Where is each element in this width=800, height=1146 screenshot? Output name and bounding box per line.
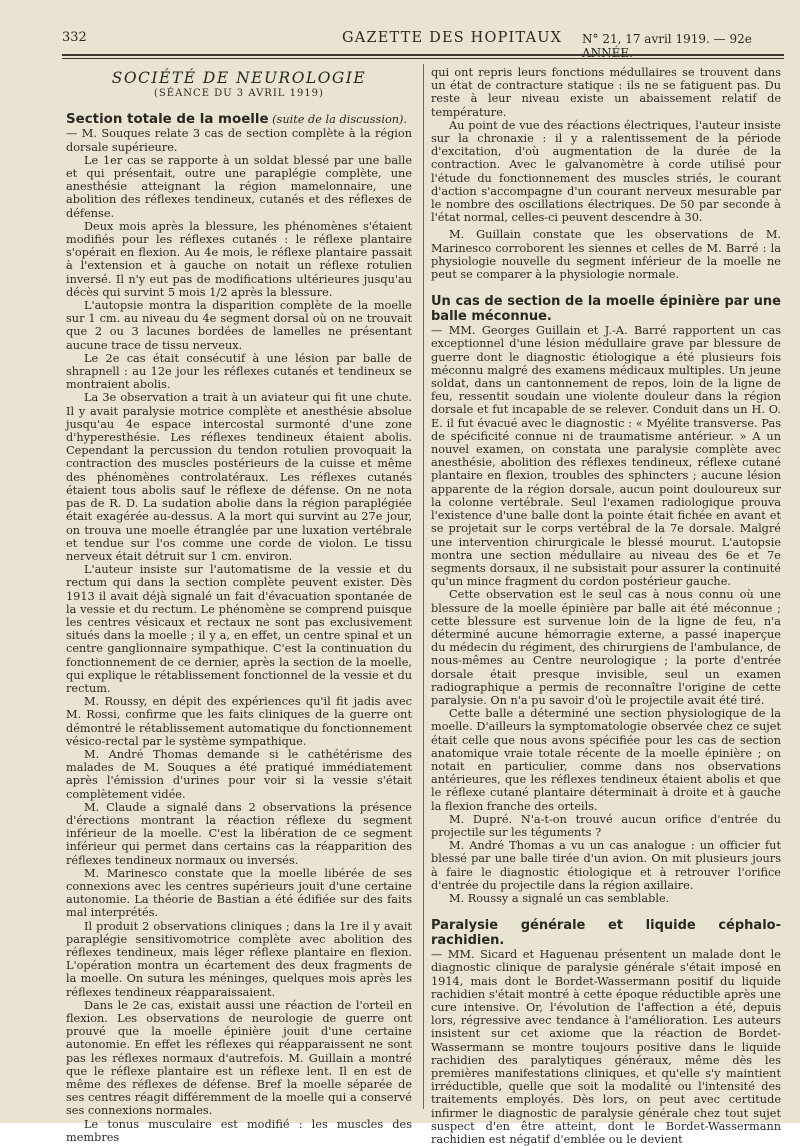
society-title: SOCIÉTÉ DE NEUROLOGIE [111, 69, 367, 87]
paragraph: Le tonus musculaire est modifié : les muscles des membres [66, 1117, 412, 1144]
paragraph: M. André Thomas a vu un cas analogue : un officier fut blessé par une balle tirée d'un avion. On mit plusieurs jours à faire le diagnostic étiologique et à retrouver l'orifice d'entrée du projectile dans la région axillaire. [431, 839, 781, 892]
paragraph: Cette observation est le seul cas à nous connu où une blessure de la moelle épinière par balle ait été méconnue ; cette blessure est survenue loin de la ligne de feu, n'a déterminé aucune hémorragie externe, a passé inaperçue du médecin du régiment, des chirurgiens de l'ambulance, de nous-mêmes au Centre neurologique ; la porte d'entrée dorsale était presque invisible, seul un examen radiographique a permis de reconnaître l'origine de cette paralysie. On n'a pu savoir d'où le projectile avait été tiré. [431, 588, 781, 707]
header-rule-thin [62, 58, 784, 59]
section-title: Paralysie générale et liquide céphalo-rachidien. [431, 918, 781, 948]
paragraph: Le 1er cas se rapporte à un soldat blessé par une balle et qui présentait, outre une paraplégie complète, une anesthésie atteignant la région mamelonnaire, une abolition des réflexes tendineux, cutanés et des réflexes de défense. [66, 153, 412, 220]
page-number: 332 [62, 30, 87, 45]
paragraph: Il produit 2 observations cliniques ; dans la 1re il y avait paraplégie sensitivomotrice complète avec abolition des réflexes tendineux, mais léger réflexe plantaire en flexion. L'opération montra un écartement des deux fragments de la moelle. On sutura les méninges, quelques mois après les réflexes tendineux réapparaissaient. [66, 919, 412, 999]
paragraph: Au point de vue des réactions électriques, l'auteur insiste sur la chronaxie : il y a ralentissement de la période d'excitation, d'où augmentation de la durée de la contraction. Avec le galvanomètre à corde utilisé pour l'étude du fonctionnement des muscles striés, le courant d'action s'accompagne d'un courant nerveux mesurable par le nombre des oscillations électriques. De 50 par seconde à l'état normal, celles-ci peuvent descendre à 30. [431, 118, 781, 225]
section-title: Un cas de section de la moelle épinière par une balle méconnue. [431, 294, 781, 324]
paragraph: L'auteur insiste sur l'automatisme de la vessie et du rectum qui dans la section complète peuvent exister. Dès 1913 il avait déjà signalé un fait d'évacuation spontanée de la vessie et du rectum. Le phénomène se comprend puisque les centres vésicaux et rectaux ne sont pas exclusivement situés dans la moelle ; il y a, en effet, un centre spinal et un centre ganglionnaire sympathique. C'est la continuation du fonctionnement de ce dernier, après la section de la moelle, qui explique le rétablissement fonctionnel de la vessie et du rectum. [66, 563, 412, 695]
paragraph: M. André Thomas demande si le cathétérisme des malades de M. Souques a été pratiqué immédiatement après l'émission d'urines pour voir si la vessie s'était complètement vidée. [66, 747, 412, 801]
paragraph: M. Marinesco constate que la moelle libérée de ses connexions avec les centres supérieurs jouit d'une certaine autonomie. La théorie de Bastian a été édifiée sur des faits mal interprétés. [66, 866, 412, 920]
paragraph: M. Claude a signalé dans 2 observations la présence d'érections montrant la réaction réflexe du segment inférieur de la moelle. C'est la libération de ce segment inférieur qui permet dans certains cas la réapparition des réflexes tendineux normaux ou inversés. [66, 800, 412, 867]
paragraph: M. Roussy, en dépit des expériences qu'il fit jadis avec M. Rossi, confirme que les faits cliniques de la guerre ont démontré le rétablissement automatique du fonctionnement vésico-rectal par le système sympathique. [66, 695, 412, 748]
right-column [431, 66, 781, 1146]
section-heading [66, 112, 412, 127]
section-title: Section totale de la moelle [66, 112, 269, 128]
paragraph: Le 2e cas était consécutif à une lésion par balle de shrapnell : au 12e jour les réflexes cutanés et tendineux se montraient abolis. [66, 351, 412, 392]
paragraph: Dans le 2e cas, existait aussi une réaction de l'orteil en flexion. Les observations de neurologie de guerre ont prouvé que la moelle épinière jouit d'une certaine autonomie. En effet les réflexes qui réapparaissent ne sont pas les réflexes normaux d'autrefois. M. Guillain a montré que le réflexe plantaire est un réflexe lent. Il en est de même des réflexes de défense. Bref la moelle séparée de ses centres réagit différemment de la moelle qui a conservé ses connexions normales. [66, 998, 412, 1118]
paragraph: L'autopsie montra la disparition complète de la moelle sur 1 cm. au niveau du 4e segment dorsal où on ne trouvait que 2 ou 3 lacunes bordées de lamelles ne présentant aucune trace de tissu nerveux. [66, 299, 412, 352]
running-header [62, 28, 784, 60]
paragraph: — MM. Sicard et Haguenau présentent un malade dont le diagnostic clinique de paralysie générale s'était imposé en 1914, mais dont le Bordet-Wassermann positif du liquide rachidien s'était montré à cette époque réductible après une cure intensive. Or, l'évolution de l'affection a été, depuis lors, régressive avec tendance à l'amélioration. Les auteurs insistent sur cet axiome que la réaction de Bordet-Wassermann se montre toujours positive dans le liquide rachidien des paralytiques généraux, même dès les premières manifestations cliniques, et qu'elle s'y maintient irréductible, quelle que soit la modalité ou l'intensité des traitements employés. Dès lors, on peut avec certitude infirmer le diagnostic de paralysie générale chez tout sujet suspect d'en être atteint, dont le Bordet-Wassermann rachidien est négatif d'emblée ou le devient [431, 948, 781, 1146]
left-column [66, 66, 412, 1144]
header-rule [62, 54, 784, 56]
paragraph: Cette balle a déterminé une section physiologique de la moelle. D'ailleurs la symptomatologie observée chez ce sujet était celle que nous avons spécifiée pour les cas de section anatomique vraie totale récente de la moelle épinière ; on notait en particulier, comme dans nos observations antérieures, que les réflexes tendineux étaient abolis et que le réflexe cutané plantaire déterminait à droite et à gauche la flexion franche des orteils. [431, 707, 781, 813]
paragraph: Deux mois après la blessure, les phénomènes s'étaient modifiés pour les réflexes cutanés : le réflexe plantaire s'opérait en flexion. Au 4e mois, le réflexe plantaire passait à l'extension et à gauche on notait un réflexe rotulien inversé. Il n'y eut pas de modifications ultérieures jusqu'au décès qui survint 5 mois 1/2 après la blessure. [66, 219, 412, 299]
seance-date: (SÉANCE DU 3 AVRIL 1919) [154, 88, 324, 100]
issue-info: N° 21, 17 avril 1919. — 92e ANNÉE. [582, 32, 752, 60]
column-divider [423, 64, 424, 1109]
paragraph: M. Guillain constate que les observations de M. Marinesco corroborent les siennes et celles de M. Barré : la physiologie nouvelle du segment inférieur de la moelle ne peut se comparer à la physiologie normale. [431, 228, 781, 282]
paragraph: M. Dupré. N'a-t-on trouvé aucun orifice d'entrée du projectile sur les téguments ? [431, 812, 781, 839]
paragraph: qui ont repris leurs fonctions médullaires se trouvent dans un état de contracture statique : ils ne se fatiguent pas. Du reste à leur niveau existe un abaissement relatif de température. [431, 66, 781, 119]
section-subtitle: (suite de la discussion). [272, 113, 408, 127]
paragraph: — MM. Georges Guillain et J.-A. Barré rapportent un cas exceptionnel d'une lésion médullaire grave par blessure de guerre dont le diagnostic étiologique a été plusieurs fois méconnu malgré des examens médicaux multiples. Un jeune soldat, dans un cantonnement de repos, loin de la ligne de feu, ressentit soudain une violente douleur dans la région dorsale et fut incapable de se relever. Conduit dans un H. O. E. il fut évacué avec le diagnostic : « Myélite transverse. Pas de spécificité connue ni de traumatisme antérieur. » A un nouvel examen, on constata une paralysie complète avec anesthésie, abolition des réflexes tendineux, réflexe cutané plantaire en flexion, troubles des sphincters ; aucune lésion apparente de la région dorsale, aucun point douloureux sur la colonne vertébrale. Seul l'examen radiologique prouva l'existence d'une balle dont la pointe était fichée en avant et se projetait sur le corps vertébral de la 7e dorsale. Malgré une intervention chirurgicale le blessé mourut. L'autopsie montra une section médullaire au niveau des 6e et 7e segments dorsaux, il ne subsistait pour assurer la continuité qu'un mince fragment du cordon postérieur gauche. [431, 324, 781, 589]
paragraph: La 3e observation a trait à un aviateur qui fit une chute. Il y avait paralysie motrice complète et anesthésie absolue jusqu'au 4e espace intercostal surmonté d'une zone d'hyperesthésie. Les réflexes tendineux étaient abolis. Cependant la percussion du tendon rotulien provoquait la contraction des muscles postérieurs de la cuisse et même des phénomènes controlatéraux. Les réflexes cutanés étaient tous abolis sauf le réflexe de défense. On ne nota pas de R. D. La sudation abolie dans la région paraplégiée était exagérée au-dessus. A la mort qui survint au 27e jour, on trouva une moelle étranglée par une luxation vertébrale et tendue sur l'os comme une corde de violon. Le tissu nerveux était détruit sur 1 cm. environ. [66, 391, 412, 563]
paragraph: M. Roussy a signalé un cas semblable. [449, 891, 670, 905]
paragraph: — M. Souques relate 3 cas de section complète à la région dorsale supérieure. [66, 127, 412, 154]
journal-title: GAZETTE DES HOPITAUX [342, 30, 563, 46]
